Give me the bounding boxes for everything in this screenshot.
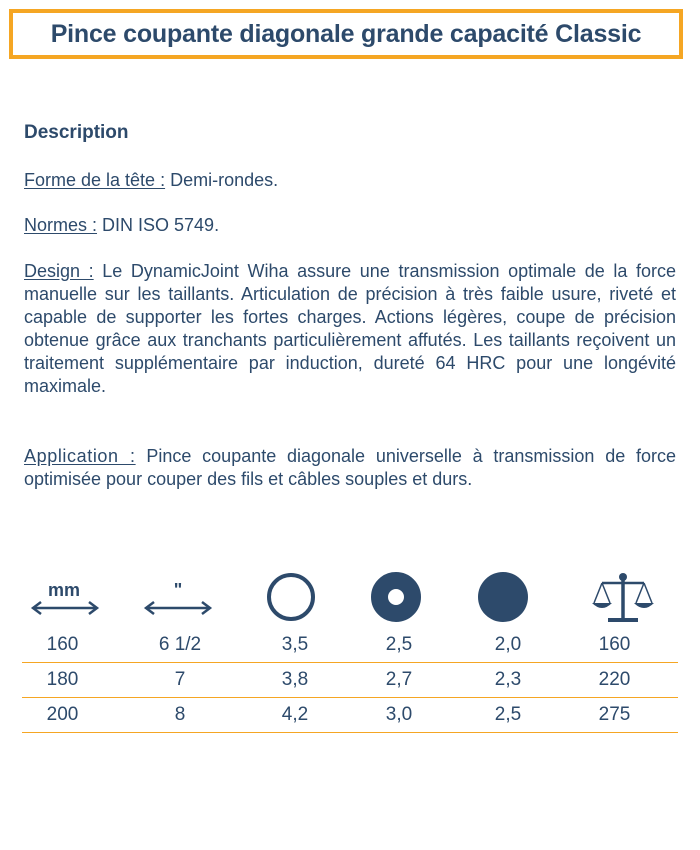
table-cell: 6 1/2	[103, 628, 257, 663]
normes-text: DIN ISO 5749.	[97, 215, 220, 235]
soft-wire-icon	[246, 566, 336, 632]
table-cell: 4,2	[257, 698, 333, 733]
table-cell: 3,5	[257, 628, 333, 663]
inch-unit-label: "	[173, 580, 183, 600]
description-heading: Description	[24, 122, 129, 143]
forme-paragraph	[24, 169, 676, 192]
hard-wire-icon	[458, 566, 548, 632]
table-cell: 220	[551, 663, 678, 698]
forme-label: Forme de la tête :	[24, 170, 166, 190]
mm-unit-label: mm	[47, 580, 81, 600]
length-mm-icon	[22, 566, 112, 632]
table-cell: 200	[22, 698, 103, 733]
table-cell: 160	[551, 628, 678, 663]
table-cell: 160	[22, 628, 103, 663]
title-box	[9, 9, 683, 59]
table-row	[22, 663, 678, 698]
table-cell: 2,5	[333, 628, 465, 663]
spec-table	[22, 628, 678, 733]
spec-icons-row	[22, 566, 678, 632]
application-label: Application :	[24, 446, 136, 466]
normes-paragraph	[24, 214, 676, 237]
table-cell: 2,7	[333, 663, 465, 698]
normes-label: Normes :	[24, 215, 98, 235]
table-cell: 2,0	[465, 628, 551, 663]
table-row	[22, 628, 678, 663]
design-label: Design :	[24, 261, 94, 281]
page-title: Pince coupante diagonale grande capacité Classic	[50, 19, 642, 48]
table-cell: 8	[103, 698, 257, 733]
table-cell: 275	[551, 698, 678, 733]
table-cell: 3,8	[257, 663, 333, 698]
weight-scale-icon	[578, 566, 668, 632]
table-cell: 7	[103, 663, 257, 698]
length-inch-icon	[135, 566, 225, 632]
application-text: Pince coupante diagonale universelle à transmission de force optimisée pour couper des fils et câbles souples et durs.	[24, 446, 676, 489]
table-cell: 3,0	[333, 698, 465, 733]
table-cell: 2,3	[465, 663, 551, 698]
design-text: Le DynamicJoint Wiha assure une transmission optimale de la force manuelle sur les taillants. Articulation de précision à très faible usure, riveté et capable de supporter les fortes charges. Actions légères, coupe de précision obtenue grâce aux tranchants particulièrement affutés. Les taillants reçoivent un traitement supplémentaire par induction, dureté 64 HRC pour une longévité maximale.	[24, 261, 676, 396]
table-cell: 180	[22, 663, 103, 698]
table-cell: 2,5	[465, 698, 551, 733]
forme-text: Demi-rondes.	[165, 170, 279, 190]
application-paragraph	[24, 445, 676, 491]
design-paragraph	[24, 260, 676, 398]
medium-wire-icon	[351, 566, 441, 632]
table-row	[22, 698, 678, 733]
